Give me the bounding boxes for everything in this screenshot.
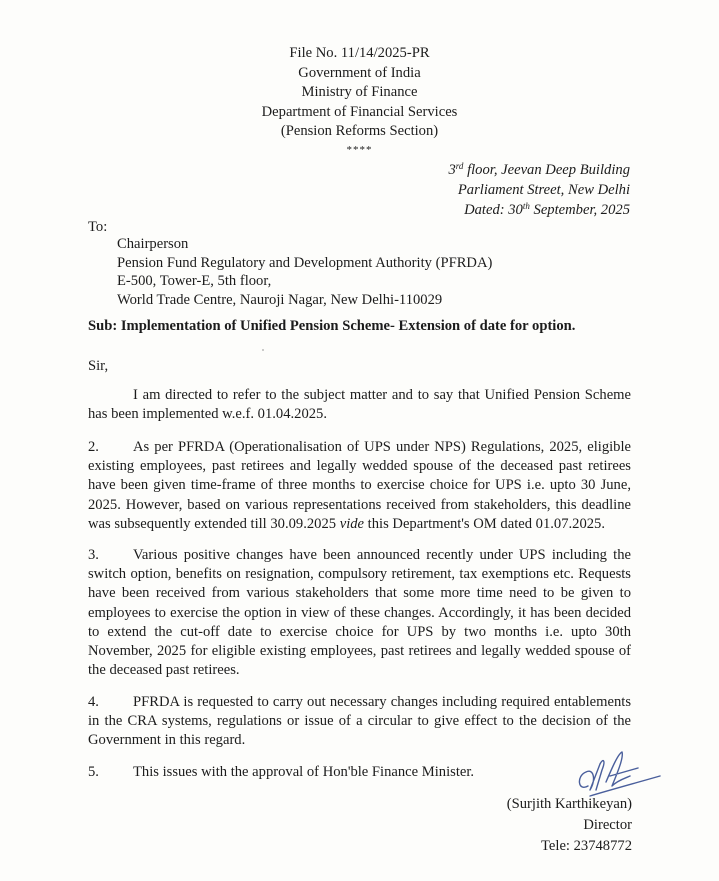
recipient-title: Chairperson bbox=[117, 236, 189, 252]
department-line: Department of Financial Services bbox=[261, 103, 458, 120]
paragraph-3-number: 3. bbox=[88, 547, 99, 563]
letter-header bbox=[0, 44, 719, 158]
recipient-block bbox=[117, 235, 492, 309]
floor-superscript: rd bbox=[455, 161, 464, 171]
sender-address bbox=[448, 160, 630, 220]
section-line: (Pension Reforms Section) bbox=[280, 123, 439, 139]
date-superscript: th bbox=[522, 201, 530, 211]
letter-date bbox=[448, 200, 630, 220]
date-prefix: Dated: 30 bbox=[464, 202, 523, 218]
paragraph-4-text: PFRDA is requested to carry out necessary changes including required entablements in the CRA systems, regulations or issue of a circular to give effect to the decision of the Government in this regard. bbox=[88, 694, 631, 749]
paragraph-1 bbox=[88, 386, 631, 424]
subject-line: Sub: Implementation of Unified Pension Scheme- Extension of date for option. bbox=[88, 318, 576, 334]
floor-number: 3 bbox=[448, 162, 456, 178]
signatory-name: (Surjith Karthikeyan) bbox=[506, 796, 632, 812]
paragraph-3 bbox=[88, 546, 631, 680]
paragraph-4-number: 4. bbox=[88, 694, 99, 710]
paragraph-2-text-a: As per PFRDA (Operationalisation of UPS under NPS) Regulations, 2025, eligible existing employees, past retirees and legally wedded spouse of the deceased past retirees have been given time-frame of three months to exercise choice for UPS i.e. upto 30 June, 2025. However, based on various representations received from stakeholders, this deadline was subsequently extended till 30.09.2025 bbox=[88, 439, 631, 532]
address-floor bbox=[448, 160, 630, 180]
ministry-line: Ministry of Finance bbox=[301, 84, 418, 100]
header-stars: **** bbox=[346, 143, 373, 156]
paragraph-2 bbox=[88, 438, 631, 534]
signatory-block bbox=[507, 794, 632, 857]
to-label: To: bbox=[88, 219, 108, 235]
paragraph-3-text: Various positive changes have been announced recently under UPS including the switch option, benefits on resignation, compulsory retirement, tax exemptions etc. Requests have been received from various stakeholders that some more time need to be given to employees to exercise the option in view of these changes. Accordingly, it has been decided to extend the cut-off date to exercise choice for UPS by two months i.e. upto 30th November, 2025 for eligible existing employees, past retirees and legally wedded spouse of the deceased past retirees. bbox=[88, 547, 631, 679]
file-number: File No. 11/14/2025-PR bbox=[289, 45, 430, 61]
scan-speck bbox=[262, 349, 264, 351]
signatory-designation: Director bbox=[583, 817, 632, 833]
address-street: Parliament Street, New Delhi bbox=[457, 182, 630, 198]
salutation: Sir, bbox=[88, 358, 109, 374]
paragraph-5-number: 5. bbox=[88, 764, 99, 780]
paragraph-5 bbox=[88, 763, 631, 782]
paragraph-2-number: 2. bbox=[88, 439, 99, 455]
paragraph-2-vide: vide bbox=[339, 515, 365, 532]
paragraph-4 bbox=[88, 693, 631, 751]
floor-rest: floor, Jeevan Deep Building bbox=[463, 162, 630, 178]
signatory-telephone: Tele: 23748772 bbox=[541, 838, 632, 854]
government-line: Government of India bbox=[298, 64, 421, 81]
paragraph-2-text-b: this Department's OM dated 01.07.2025. bbox=[364, 515, 605, 532]
recipient-address-2: World Trade Centre, Nauroji Nagar, New Delhi-110029 bbox=[117, 291, 443, 308]
recipient-organisation: Pension Fund Regulatory and Development Authority (PFRDA) bbox=[117, 254, 493, 271]
paragraph-1-text: I am directed to refer to the subject matter and to say that Unified Pension Scheme has been implemented w.e.f. 01.04.2025. bbox=[88, 387, 631, 423]
recipient-address-1: E-500, Tower-E, 5th floor, bbox=[117, 273, 272, 289]
date-rest: September, 2025 bbox=[529, 202, 630, 218]
paragraph-5-text: This issues with the approval of Hon'ble Finance Minister. bbox=[133, 764, 475, 780]
